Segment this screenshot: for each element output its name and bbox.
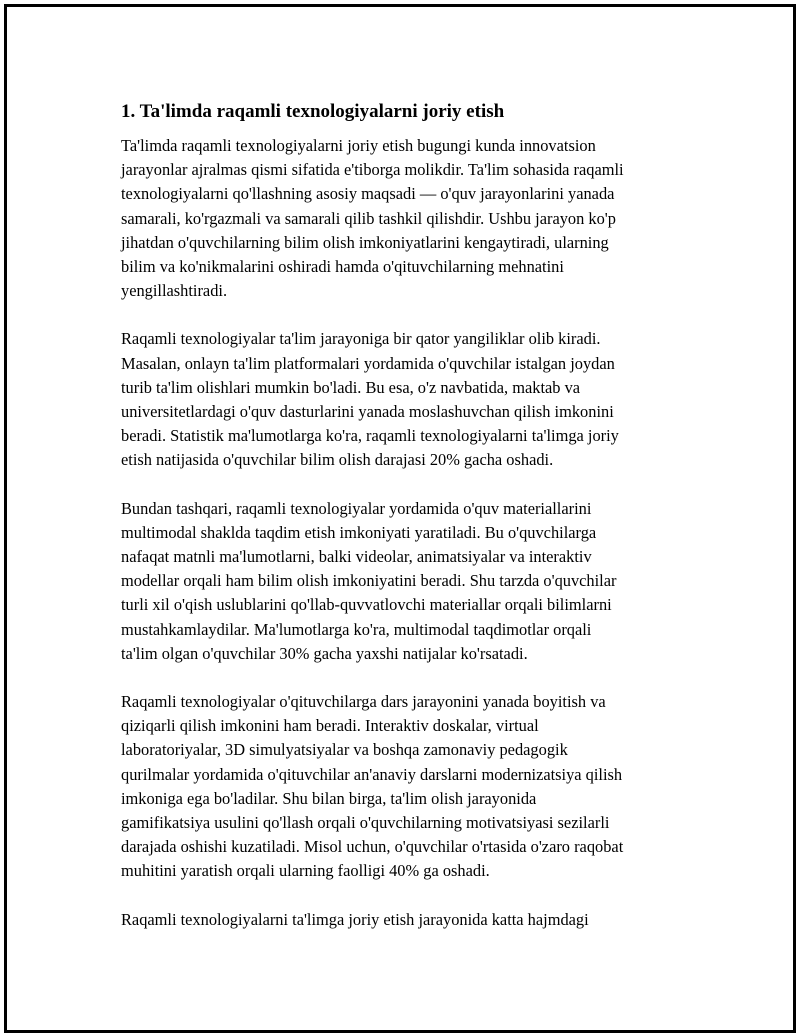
paragraph [121, 327, 699, 472]
text-line: Raqamli texnologiyalar o'qituvchilarga dars jarayonini yanada boyitish va [121, 692, 606, 712]
text-line: Ta'limda raqamli texnologiyalarni joriy etish bugungi kunda innovatsion [121, 136, 596, 155]
paragraph [121, 134, 699, 303]
section-heading: 1. Ta'limda raqamli texnologiyalarni joriy etish [121, 101, 505, 122]
text-line: modellar orqali ham bilim olish imkoniyatini beradi. Shu tarzda o'quvchilar [121, 571, 617, 591]
text-line: samarali, ko'rgazmali va samarali qilib tashkil qilishdir. Ushbu jarayon ko'p [121, 208, 616, 228]
document-page [4, 4, 796, 1033]
text-line: bilim va ko'nikmalarini oshiradi hamda o'qituvchilarning mehnatini [121, 257, 564, 277]
text-line: mustahkamlaydilar. Ma'lumotlarga ko'ra, multimodal taqdimotlar orqali [121, 619, 592, 639]
text-line: multimodal shaklda taqdim etish imkoniyati yaratiladi. Bu o'quvchilarga [121, 522, 597, 542]
text-line: Raqamli texnologiyalar ta'lim jarayoniga bir qator yangiliklar olib kiradi. [121, 329, 601, 349]
text-line: ta'lim olgan o'quvchilar 30% gacha yaxshi natijalar ko'rsatadi. [121, 643, 528, 663]
text-line: jarayonlar ajralmas qismi sifatida e'tiborga molikdir. Ta'lim sohasida raqamli [121, 160, 624, 180]
text-line: Bundan tashqari, raqamli texnologiyalar yordamida o'quv materiallarini [121, 498, 592, 518]
text-line: Masalan, onlayn ta'lim platformalari yordamida o'quvchilar istalgan joydan [121, 353, 615, 373]
text-line: turli xil o'qish uslublarini qo'llab-quvvatlovchi materiallar orqali bilimlarni [121, 595, 612, 615]
text-line: universitetlardagi o'quv dasturlarini yanada moslashuvchan qilish imkonini [121, 402, 614, 422]
text-line: darajada oshishi kuzatiladi. Misol uchun, o'quvchilar o'rtasida o'zaro raqobat [121, 837, 624, 857]
text-line: texnologiyalarni qo'llashning asosiy maqsadi — o'quv jarayonlarini yanada [121, 184, 615, 204]
text-line: qurilmalar yordamida o'qituvchilar an'anaviy darslarni modernizatsiya qilish [121, 764, 623, 784]
text-line: yengillashtiradi. [121, 281, 228, 301]
text-line: nafaqat matnli ma'lumotlarni, balki videolar, animatsiyalar va interaktiv [121, 547, 592, 567]
text-line: turib ta'lim olishlari mumkin bo'ladi. Bu esa, o'z navbatida, maktab va [121, 377, 581, 397]
text-line: beradi. Statistik ma'lumotlarga ko'ra, raqamli texnologiyalarni ta'limga joriy [121, 426, 619, 446]
document-body [121, 100, 699, 956]
text-line: qiziqarli qilish imkonini ham beradi. Interaktiv doskalar, virtual [121, 716, 539, 736]
paragraph [121, 908, 699, 932]
text-line: etish natijasida o'quvchilar bilim olish darajasi 20% gacha oshadi. [121, 450, 554, 470]
paragraph [121, 690, 699, 884]
text-line: imkoniga ega bo'ladilar. Shu bilan birga, ta'lim olish jarayonida [121, 788, 537, 808]
text-line: gamifikatsiya usulini qo'llash orqali o'quvchilarning motivatsiyasi sezilarli [121, 813, 610, 833]
paragraph [121, 497, 699, 666]
text-line: jihatdan o'quvchilarning bilim olish imkoniyatlarini kengaytiradi, ularning [121, 232, 609, 252]
text-line: muhitini yaratish orqali ularning faolligi 40% ga oshadi. [121, 861, 490, 881]
text-line: Raqamli texnologiyalarni ta'limga joriy etish jarayonida katta hajmdagi [121, 909, 589, 929]
text-line: laboratoriyalar, 3D simulyatsiyalar va boshqa zamonaviy pedagogik [121, 740, 568, 760]
